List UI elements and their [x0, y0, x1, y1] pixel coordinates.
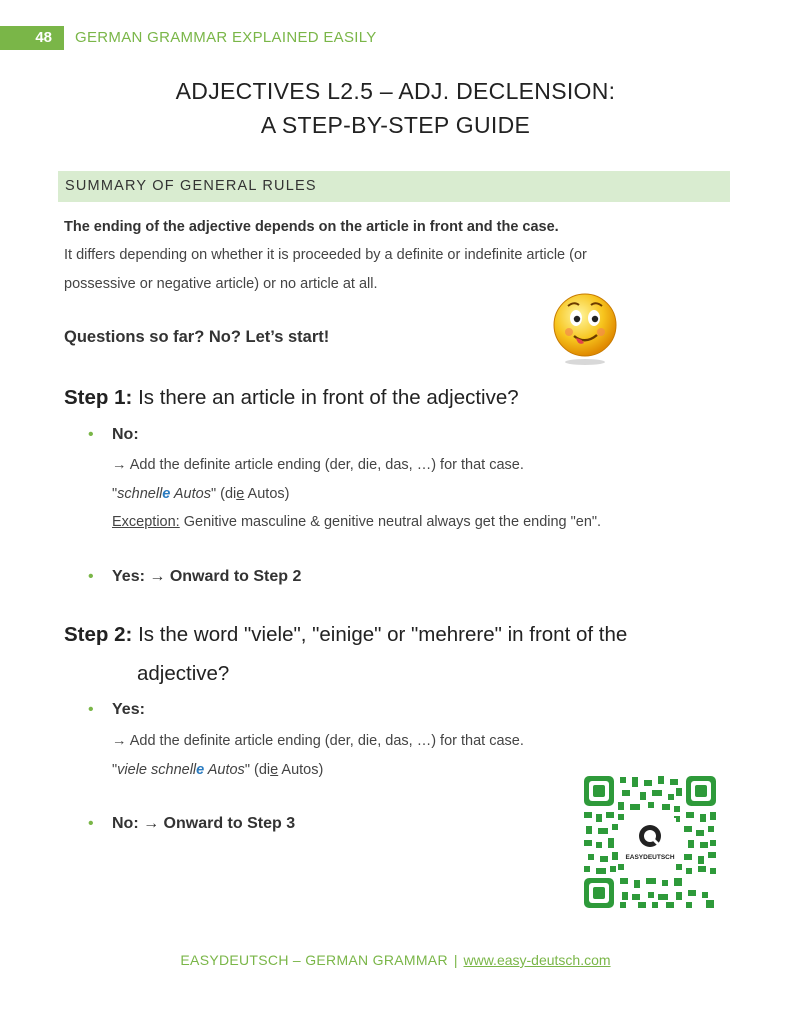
exception-label: Exception:	[112, 514, 180, 530]
example-article: " (di	[210, 486, 237, 502]
step-1-yes	[112, 568, 301, 586]
example-tail: Autos)	[244, 486, 290, 502]
step-2-yes-label: Yes:	[112, 701, 145, 718]
step-2-label: Step 2:	[64, 623, 133, 646]
example-adjective: viele schnell	[117, 762, 197, 778]
step-1-heading	[64, 386, 519, 410]
summary-line-1: It differs depending on whether it is proceeded by a definite or indefinite article (or	[64, 247, 587, 263]
example-article: " (di	[244, 762, 271, 778]
bullet-dot: •	[88, 568, 94, 585]
section-heading: SUMMARY OF GENERAL RULES	[65, 178, 317, 194]
exception-text: Genitive masculine & genitive neutral always get the ending "en".	[179, 514, 602, 530]
step-1-question: Is there an article in front of the adjective?	[138, 386, 519, 409]
example-ending-highlight: e	[196, 762, 205, 778]
example-article-ending: e	[270, 762, 279, 778]
example-tail: Autos)	[278, 762, 324, 778]
summary-bold-rule: The ending of the adjective depends on the article in front and the case.	[64, 219, 559, 235]
step-1-yes-text: → Onward to Step 2	[144, 568, 302, 585]
step-2-heading	[64, 623, 627, 647]
page-title-line2: A STEP-BY-STEP GUIDE	[260, 112, 531, 138]
step-1-no-example	[112, 486, 289, 502]
step-2-no-label: No:	[112, 815, 139, 832]
step-2-no-text: → Onward to Step 3	[138, 815, 296, 832]
step-2-question-cont: adjective?	[137, 662, 230, 685]
bullet-dot: •	[88, 701, 94, 718]
running-header: GERMAN GRAMMAR EXPLAINED EASILY	[75, 29, 377, 46]
step-2-no	[112, 815, 295, 833]
bullet-dot: •	[88, 815, 94, 832]
step-1-no-rule: → Add the definite article ending (der, die, das, …) for that case.	[112, 457, 524, 473]
page-number: 48	[35, 29, 52, 46]
example-article-ending: e	[236, 486, 245, 502]
page-title-line1: ADJECTIVES L2.5 – ADJ. DECLENSION:	[175, 78, 616, 104]
quote: "	[112, 762, 118, 778]
step-1-yes-label: Yes:	[112, 568, 145, 585]
footer-separator: |	[453, 952, 458, 968]
example-ending-highlight: e	[162, 486, 171, 502]
step-2-yes-example	[112, 762, 323, 778]
step-2-question: Is the word "viele", "einige" or "mehrere" in front of the	[138, 623, 628, 646]
smiley-emoji-icon	[548, 288, 622, 368]
questions-prompt: Questions so far? No? Let’s start!	[64, 328, 330, 346]
step-1-exception	[112, 514, 601, 530]
example-noun: Autos	[170, 486, 211, 502]
footer-text: EASYDEUTSCH – GERMAN GRAMMAR	[180, 952, 448, 968]
step-1-label: Step 1:	[64, 386, 133, 409]
qr-brand-label: EASYDEUTSCH	[625, 854, 675, 861]
example-adjective: schnell	[117, 486, 163, 502]
example-noun: Autos	[204, 762, 245, 778]
quote: "	[112, 486, 118, 502]
summary-line-2: possessive or negative article) or no article at all.	[64, 276, 378, 292]
page-footer	[0, 952, 791, 968]
step-2-yes-rule: → Add the definite article ending (der, die, das, …) for that case.	[112, 733, 524, 749]
step-1-no-label: No:	[112, 426, 139, 443]
bullet-dot: •	[88, 426, 94, 443]
page-number-tab	[0, 26, 64, 50]
footer-link[interactable]: www.easy-deutsch.com	[463, 952, 611, 968]
qr-code-icon[interactable]	[582, 774, 718, 910]
